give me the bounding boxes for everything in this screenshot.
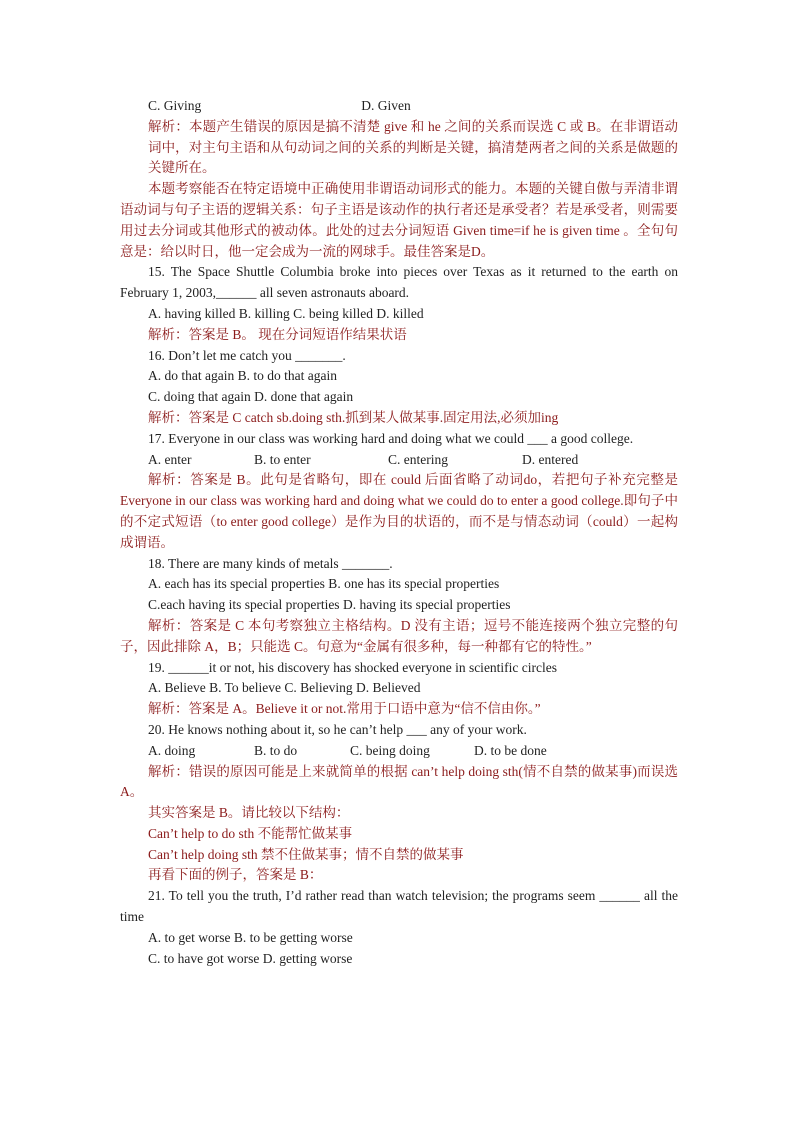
q20-stem: 20. He knows nothing about it, so he can’t help ___ any of your work. [148, 721, 527, 737]
q20-options [120, 741, 678, 762]
q21-options-cd: C. to have got worse D. getting worse [148, 950, 353, 966]
q15-analysis: 解析：答案是 B。 现在分词短语作结果状语 [148, 326, 407, 342]
q19-analysis-note: Believe it or not.常用于口语中意为“信不信由你。” [255, 701, 541, 717]
q17-option-b: B. to enter [254, 451, 311, 467]
q19-analysis-prefix: 解析：答案是 A。 [148, 701, 256, 717]
q14-options [120, 96, 678, 117]
q20-note-3: Can’t help doing sth 禁不住做某事；情不自禁的做某事 [148, 846, 464, 862]
q16-options-ab: A. do that again B. to do that again [148, 368, 337, 384]
q20-analysis-prefix: 解析：错误的原因可能是上来就简单的根据 [148, 763, 412, 779]
q20-analysis-suffix: 而误选 A。 [120, 763, 678, 800]
q20-option-a: A. doing [148, 742, 196, 758]
q20-option-d: D. to be done [474, 742, 547, 758]
q17-stem: 17. Everyone in our class was working hard and doing what we could ___ a good college. [148, 430, 634, 446]
q21-options-ab: A. to get worse B. to be getting worse [148, 929, 353, 945]
q20-option-b: B. to do [254, 742, 298, 758]
q14-option-c: C. Giving [148, 98, 202, 113]
q15-stem: 15. The Space Shuttle Columbia broke into pieces over Texas as it returned to the earth on February 1, 2003,______ all seven astronauts aboard. [120, 264, 678, 301]
q20-note-4: 再看下面的例子，答案是 B： [148, 867, 323, 883]
q17-option-d: D. entered [522, 451, 579, 467]
q14-analysis-1: 解析：本题产生错误的原因是搞不清楚 give 和 he 之间的关系而误选 C 或 B。在非谓语动词中，对主句主语和从句动词之间的关系的判断是关键，搞清楚两者之间的关系是做题的关键所在。 [148, 118, 678, 176]
q18-analysis: 解析：答案是 C 本句考察独立主格结构。D 没有主语；逗号不能连接两个独立完整的句子，因此排除 A，B；只能选 C。句意为“金属有很多种，每一种都有它的特性。” [120, 617, 678, 654]
document-page [120, 96, 678, 969]
q20-note-1: 其实答案是 B。请比较以下结构： [148, 805, 350, 821]
q18-options-cd: C.each having its special properties D. having its special properties [148, 597, 511, 613]
q14-analysis-2: 本题考察能否在特定语境中正确使用非谓语动词形式的能力。本题的关键自傲与弄清非谓语动词与句子主语的逻辑关系：句子主语是该动作的执行者还是承受者？若是承受者，则需要用过去分词或其他形式的被动体。此处的过去分词短语 Given time=if he is given time 。全句句意是：给以时日，他一定会成为一流的网球手。最佳答案是D。 [120, 181, 678, 259]
q20-option-c: C. being doing [350, 742, 430, 758]
q14-option-d: D. Given [361, 98, 411, 113]
q16-options-cd: C. doing that again D. done that again [148, 389, 354, 405]
q19-stem: 19. ______it or not, his discovery has shocked everyone in scientific circles [148, 659, 558, 675]
q20-analysis-note: can’t help doing sth(情不自禁的做某事) [411, 763, 637, 779]
q17-analysis: 解析：答案是 B。此句是省略句，即在 could 后面省略了动词do，若把句子补充完整是 Everyone in our class was working hard and doing what we could do to enter a good college.即句子中的不定式短语（to enter good college）是作为目的状语的，而不是与情态动词（could）一起构成谓语。 [120, 472, 678, 550]
q21-stem: 21. To tell you the truth, I’d rather read than watch television; the programs seem ______ all the time [120, 888, 678, 925]
q19-options: A. Believe B. To believe C. Believing D. Believed [148, 680, 421, 696]
q16-stem: 16. Don’t let me catch you _______. [148, 347, 346, 363]
q17-options [120, 450, 678, 471]
q19-analysis [120, 699, 678, 720]
q17-option-a: A. enter [148, 451, 192, 467]
q16-analysis: 解析：答案是 C catch sb.doing sth.抓到某人做某事.固定用法,必须加ing [148, 409, 559, 425]
q15-options: A. having killed B. killing C. being killed D. killed [148, 305, 424, 321]
q18-stem: 18. There are many kinds of metals _______. [148, 555, 393, 571]
q20-note-2: Can’t help to do sth 不能帮忙做某事 [148, 825, 353, 841]
q20-analysis [120, 762, 678, 804]
q18-options-ab: A. each has its special properties B. one has its special properties [148, 576, 500, 592]
q17-option-c: C. entering [388, 451, 448, 467]
